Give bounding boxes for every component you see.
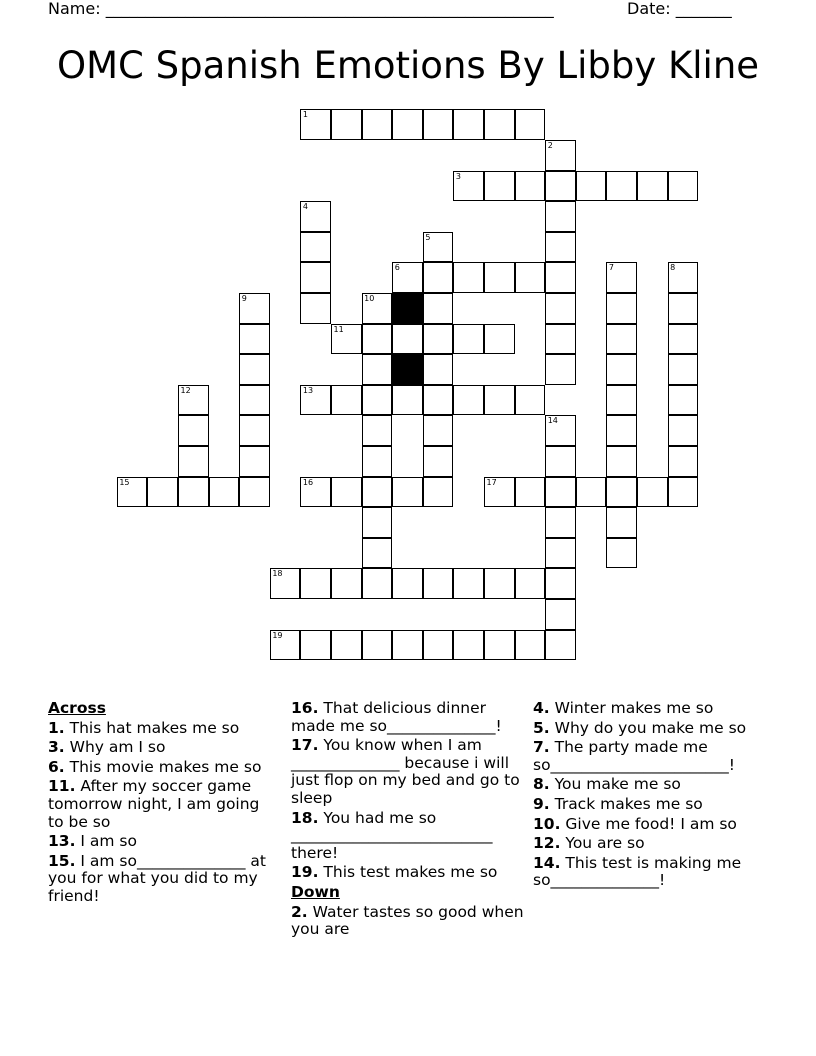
grid-cell[interactable] [331,568,362,599]
grid-cell[interactable] [331,109,362,140]
down-heading: Down [291,882,340,901]
page-title: OMC Spanish Emotions By Libby Kline [56,44,760,87]
grid-block [392,293,423,324]
name-line[interactable]: ________________________________________________________ [105,0,554,18]
grid-cell[interactable] [515,630,546,661]
grid-cell[interactable] [300,477,331,508]
grid-cell[interactable] [300,630,331,661]
grid-cell[interactable] [423,385,454,416]
grid-cell[interactable] [637,171,668,202]
grid-cell[interactable] [545,599,576,630]
grid-cell[interactable] [453,385,484,416]
grid-cell[interactable] [484,477,515,508]
grid-cell[interactable] [545,140,576,171]
date-label: Date: [627,0,671,18]
grid-cell[interactable] [637,477,668,508]
cell-number: 14 [547,416,558,426]
clue-across-11: 11. After my soccer game tomorrow night, I am going to be so [48,777,260,831]
cell-number: 5 [425,232,431,242]
grid-cell[interactable] [270,630,301,661]
grid-cell[interactable] [484,171,515,202]
across-heading: Across [48,699,106,717]
grid-cell[interactable] [606,385,637,416]
grid-cell[interactable] [545,507,576,538]
grid-cell[interactable] [545,568,576,599]
clue-down-12: 12. You are so [533,834,645,853]
cell-number: 4 [302,202,308,212]
grid-cell[interactable] [576,477,607,508]
grid-cell[interactable] [668,324,699,355]
grid-cell[interactable] [362,354,393,385]
grid-cell[interactable] [392,324,423,355]
grid-cell[interactable] [178,385,209,416]
grid-cell[interactable] [453,262,484,293]
grid-cell[interactable] [545,232,576,263]
grid-cell[interactable] [362,293,393,324]
grid-cell[interactable] [668,354,699,385]
cell-number: 18 [272,569,283,579]
grid-cell[interactable] [331,324,362,355]
grid-cell[interactable] [392,262,423,293]
grid-cell[interactable] [300,293,331,324]
grid-cell[interactable] [423,568,454,599]
clue-down-10: 10. Give me food! I am so [533,814,737,833]
grid-cell[interactable] [545,538,576,569]
clue-across-1: 1. This hat makes me so [48,718,240,737]
grid-cell[interactable] [239,446,270,477]
grid-cell[interactable] [362,385,393,416]
cell-number: 1 [302,110,308,120]
grid-cell[interactable] [515,477,546,508]
grid-cell[interactable] [362,507,393,538]
grid-cell[interactable] [545,354,576,385]
grid-cell[interactable] [606,477,637,508]
grid-cell[interactable] [423,477,454,508]
clue-down-4: 4. Winter makes me so [533,699,714,717]
grid-cell[interactable] [668,385,699,416]
grid-cell[interactable] [484,262,515,293]
clue-across-3: 3. Why am I so [48,738,166,757]
grid-cell[interactable] [515,568,546,599]
grid-cell[interactable] [392,109,423,140]
grid-cell[interactable] [545,201,576,232]
grid-cell[interactable] [453,630,484,661]
grid-cell[interactable] [545,477,576,508]
clue-down-8: 8. You make me so [533,775,681,794]
grid-cell[interactable] [515,262,546,293]
clue-down-14: 14. This test is making me so______________! [533,853,742,890]
grid-cell[interactable] [300,109,331,140]
grid-cell[interactable] [545,415,576,446]
grid-cell[interactable] [606,171,637,202]
grid-cell[interactable] [453,109,484,140]
clue-across-17: 17. You know when I am ______________ because i will just flop on my bed and go to sleep [291,736,520,807]
grid-cell[interactable] [362,568,393,599]
cell-number: 13 [302,385,314,395]
grid-cell[interactable] [668,262,699,293]
grid-cell[interactable] [239,324,270,355]
grid-cell[interactable] [606,415,637,446]
clue-across-18: 18. You had me so __________________________ there! [291,808,493,862]
cell-number: 11 [333,324,344,334]
grid-cell[interactable] [331,385,362,416]
grid-cell[interactable] [300,201,331,232]
grid-cell[interactable] [453,171,484,202]
cell-number: 7 [608,263,614,273]
clues-column-1 [48,700,276,908]
grid-cell[interactable] [392,477,423,508]
grid-cell[interactable] [362,324,393,355]
cell-number: 10 [364,293,375,303]
grid-cell[interactable] [362,630,393,661]
clue-across-16: 16. That delicious dinner made me so______________! [291,699,502,735]
grid-cell[interactable] [270,568,301,599]
grid-cell[interactable] [331,477,362,508]
grid-cell[interactable] [484,324,515,355]
grid-cell[interactable] [545,262,576,293]
grid-cell[interactable] [209,477,240,508]
grid-cell[interactable] [423,109,454,140]
grid-cell[interactable] [453,324,484,355]
cell-number: 9 [241,293,247,303]
grid-cell[interactable] [300,568,331,599]
grid-cell[interactable] [484,385,515,416]
grid-cell[interactable] [331,630,362,661]
grid-cell[interactable] [515,385,546,416]
cell-number: 15 [119,477,130,487]
name-label: Name: [48,0,101,18]
clue-down-2: 2. Water tastes so good when you are [291,902,524,939]
grid-cell[interactable] [545,324,576,355]
grid-cell[interactable] [606,324,637,355]
grid-cell[interactable] [423,324,454,355]
grid-cell[interactable] [392,385,423,416]
grid-cell[interactable] [423,630,454,661]
grid-cell[interactable] [392,630,423,661]
grid-cell[interactable] [423,446,454,477]
grid-cell[interactable] [178,446,209,477]
grid-cell[interactable] [668,293,699,324]
grid-block [392,354,423,385]
grid-cell[interactable] [484,109,515,140]
clues-column-2 [291,700,527,941]
grid-cell[interactable] [515,171,546,202]
grid-cell[interactable] [423,354,454,385]
grid-cell[interactable] [668,171,699,202]
cell-number: 12 [180,385,191,395]
grid-cell[interactable] [300,232,331,263]
grid-cell[interactable] [484,568,515,599]
clue-across-6: 6. This movie makes me so [48,757,262,776]
grid-cell[interactable] [239,477,270,508]
cell-number: 17 [486,477,497,487]
grid-cell[interactable] [423,232,454,263]
grid-cell[interactable] [423,415,454,446]
grid-cell[interactable] [423,293,454,324]
grid-cell[interactable] [606,354,637,385]
clue-across-15: 15. I am so______________ at you for what you did to my friend! [48,851,266,905]
grid-cell[interactable] [362,415,393,446]
grid-cell[interactable] [606,538,637,569]
grid-cell[interactable] [362,477,393,508]
date-line[interactable]: _______ [675,0,732,18]
grid-cell[interactable] [300,385,331,416]
grid-cell[interactable] [515,109,546,140]
grid-cell[interactable] [147,477,178,508]
clue-down-7: 7. The party made me so_______________________! [533,738,736,774]
clues-column-3 [533,700,773,892]
grid-cell[interactable] [239,354,270,385]
grid-cell[interactable] [178,477,209,508]
grid-cell[interactable] [545,293,576,324]
clue-across-19: 19. This test makes me so [291,863,498,882]
grid-cell[interactable] [545,446,576,477]
cell-number: 3 [455,171,461,181]
cell-number: 2 [547,140,553,150]
grid-cell[interactable] [606,262,637,293]
grid-cell[interactable] [423,262,454,293]
clue-across-13: 13. I am so [48,832,137,851]
grid-cell[interactable] [668,446,699,477]
grid-cell[interactable] [239,385,270,416]
grid-cell[interactable] [239,293,270,324]
grid-cell[interactable] [545,171,576,202]
grid-cell[interactable] [576,171,607,202]
grid-cell[interactable] [362,446,393,477]
cell-number: 8 [670,263,676,273]
grid-cell[interactable] [117,477,148,508]
grid-cell[interactable] [545,630,576,661]
cell-number: 6 [394,263,400,273]
grid-cell[interactable] [606,293,637,324]
cell-number: 19 [272,630,283,640]
clue-down-9: 9. Track makes me so [533,794,703,813]
grid-cell[interactable] [606,507,637,538]
grid-cell[interactable] [606,446,637,477]
grid-cell[interactable] [239,415,270,446]
grid-cell[interactable] [178,415,209,446]
cell-number: 16 [302,477,314,487]
grid-cell[interactable] [668,477,699,508]
grid-cell[interactable] [484,630,515,661]
grid-cell[interactable] [392,568,423,599]
grid-cell[interactable] [453,568,484,599]
grid-cell[interactable] [362,109,393,140]
grid-cell[interactable] [362,538,393,569]
clue-down-5: 5. Why do you make me so [533,718,747,737]
grid-cell[interactable] [300,262,331,293]
grid-cell[interactable] [668,415,699,446]
